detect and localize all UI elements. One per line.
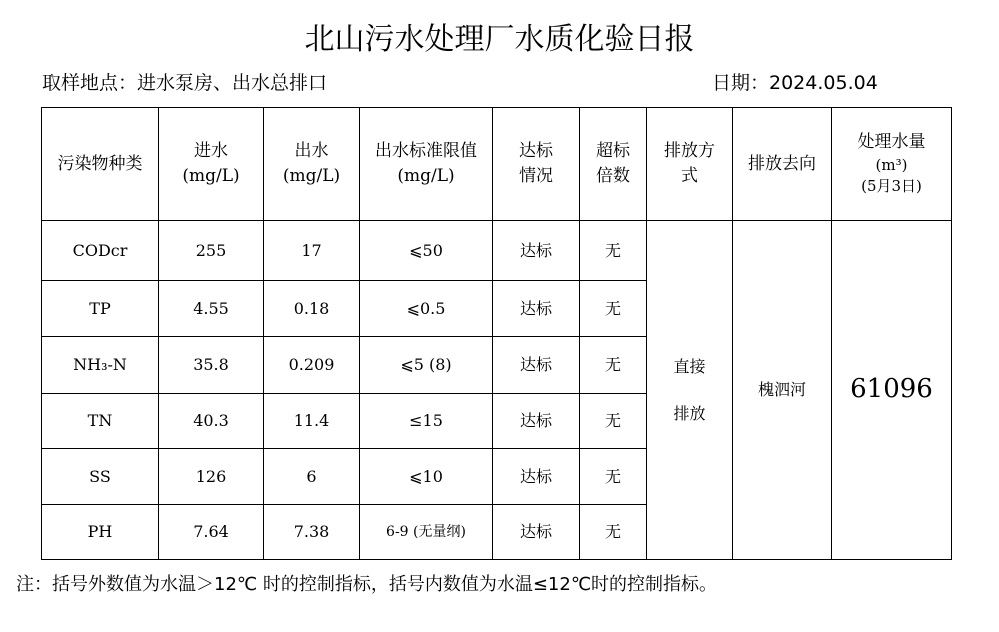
discharge-destination: 槐泗河	[733, 221, 832, 560]
header-influent: 进水 (mg/L)	[159, 108, 264, 221]
compliance-status: 达标	[493, 337, 580, 394]
pollutant-name: SS	[42, 449, 159, 505]
limit-value: 6-9 (无量纲)	[360, 505, 493, 560]
effluent-value: 0.209	[264, 337, 360, 394]
influent-value: 126	[159, 449, 264, 505]
limit-value: ≤15	[360, 394, 493, 449]
exceed-value: 无	[580, 394, 647, 449]
header-volume: 处理水量 (m³) (5月3日)	[832, 108, 952, 221]
effluent-value: 6	[264, 449, 360, 505]
effluent-value: 17	[264, 221, 360, 281]
influent-value: 40.3	[159, 394, 264, 449]
exceed-value: 无	[580, 281, 647, 337]
header-row	[42, 108, 952, 221]
compliance-status: 达标	[493, 505, 580, 560]
influent-value: 35.8	[159, 337, 264, 394]
pollutant-name: NH₃-N	[42, 337, 159, 394]
report-title: 北山污水处理厂水质化验日报	[304, 22, 695, 57]
exceed-value: 无	[580, 505, 647, 560]
exceed-value: 无	[580, 449, 647, 505]
report-date: 日期：2024.05.04	[712, 72, 878, 94]
footnote: 注：括号外数值为水温＞12℃ 时的控制指标，括号内数值为水温≤12℃时的控制指标。	[16, 574, 718, 595]
compliance-status: 达标	[493, 394, 580, 449]
header-discharge-dest: 排放去向	[733, 108, 832, 221]
influent-value: 7.64	[159, 505, 264, 560]
discharge-mode: 直接 排放	[647, 221, 733, 560]
header-discharge-mode: 排放方式	[647, 108, 733, 221]
header-effluent: 出水 (mg/L)	[264, 108, 360, 221]
water-quality-table	[41, 107, 952, 560]
sampling-location: 取样地点：进水泵房、出水总排口	[42, 72, 328, 94]
influent-value: 255	[159, 221, 264, 281]
exceed-value: 无	[580, 337, 647, 394]
compliance-status: 达标	[493, 221, 580, 281]
effluent-value: 0.18	[264, 281, 360, 337]
exceed-value: 无	[580, 221, 647, 281]
compliance-status: 达标	[493, 449, 580, 505]
pollutant-name: PH	[42, 505, 159, 560]
header-compliance: 达标情况	[493, 108, 580, 221]
pollutant-name: TP	[42, 281, 159, 337]
compliance-status: 达标	[493, 281, 580, 337]
limit-value: ⩽50	[360, 221, 493, 281]
limit-value: ⩽5 (8)	[360, 337, 493, 394]
effluent-value: 11.4	[264, 394, 360, 449]
treated-volume: 61096	[832, 221, 952, 560]
header-limit: 出水标准限值 (mg/L)	[360, 108, 493, 221]
table-row	[42, 221, 952, 281]
header-pollutant: 污染物种类	[42, 108, 159, 221]
limit-value: ⩽10	[360, 449, 493, 505]
limit-value: ⩽0.5	[360, 281, 493, 337]
pollutant-name: TN	[42, 394, 159, 449]
effluent-value: 7.38	[264, 505, 360, 560]
header-exceed: 超标倍数	[580, 108, 647, 221]
influent-value: 4.55	[159, 281, 264, 337]
pollutant-name: CODcr	[42, 221, 159, 281]
